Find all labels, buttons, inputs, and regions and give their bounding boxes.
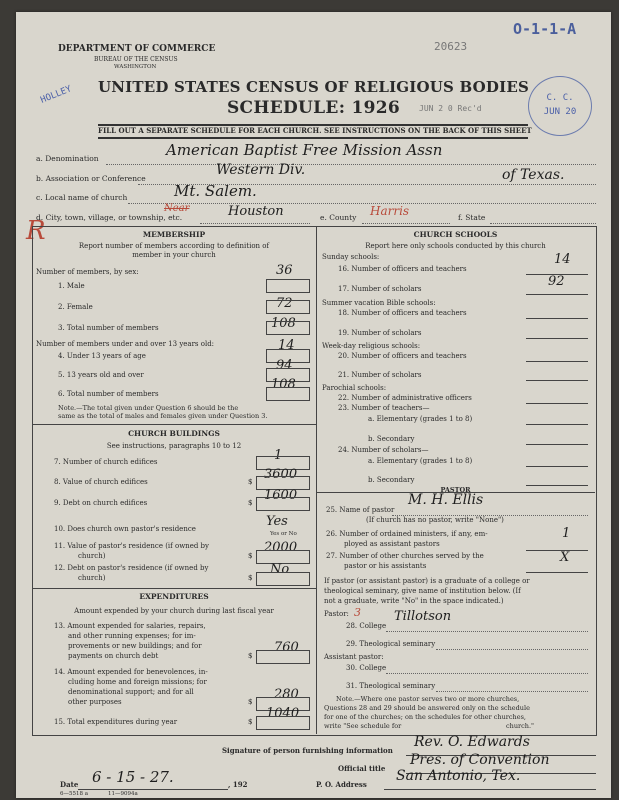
q9-dollar: $ [248, 499, 253, 507]
state-label: f. State [458, 213, 486, 222]
q29-label: 29. Theological seminary [346, 640, 436, 648]
q18-label: 18. Number of officers and teachers [338, 309, 467, 317]
po-address-value[interactable]: San Antonio, Tex. [396, 768, 521, 784]
q10-label: 10. Does church own pastor's residence [54, 525, 196, 533]
q17-value[interactable]: 92 [548, 274, 565, 289]
q1-value[interactable]: 36 [276, 263, 293, 278]
q20-label: 20. Number of officers and teachers [338, 352, 467, 360]
po-address-label: P. O. Address [316, 780, 367, 789]
file-code-stamp: O-1-1-A [513, 20, 577, 38]
q27-label-1: 27. Number of other churches served by the [326, 552, 484, 560]
q25-value[interactable]: M. H. Ellis [408, 492, 484, 508]
q14-line-4: other purposes [68, 698, 122, 706]
q15-dollar: $ [248, 718, 253, 726]
date-value[interactable]: 6 - 15 - 27. [92, 768, 174, 786]
q27-value[interactable]: X [560, 550, 570, 565]
q12-label-2: church) [78, 574, 106, 582]
q4-value[interactable]: 14 [278, 338, 295, 353]
q19-label: 19. Number of scholars [338, 329, 422, 337]
q9-value[interactable]: 1600 [264, 488, 298, 503]
association-value[interactable]: Western Div. [216, 162, 306, 178]
q6-box [266, 387, 310, 401]
cc-seal-date: JUN 20 [543, 107, 577, 117]
q1-label: 1. Male [58, 282, 85, 290]
q8-dollar: $ [248, 478, 253, 486]
q13-dollar: $ [248, 652, 253, 660]
q11-label-1: 11. Value of pastor's residence (if owned by [54, 542, 209, 550]
q25-note: (If church has no pastor, write "None") [366, 516, 504, 524]
date-label: Date [60, 780, 79, 789]
q17-label: 17. Number of scholars [338, 285, 422, 293]
city-label: d. City, town, village, or township, etc. [36, 213, 183, 222]
q6-value[interactable]: 108 [271, 377, 296, 392]
q14-value[interactable]: 280 [274, 687, 299, 702]
expenditures-sub: Amount expended by your church during last fiscal year [74, 607, 274, 615]
q14-dollar: $ [248, 698, 253, 706]
pastor-three-mark: 3 [354, 606, 361, 619]
header-rule-2 [98, 137, 528, 139]
census-schedule-sheet [16, 12, 611, 798]
page-title: UNITED STATES CENSUS OF RELIGIOUS BODIES [97, 78, 530, 96]
q14-line-2: cluding home and foreign missions; for [68, 678, 207, 686]
q15-label: 15. Total expenditures during year [54, 718, 178, 726]
membership-intro-2: member in your church [132, 251, 216, 259]
schools-heading: CHURCH SCHOOLS [413, 230, 498, 239]
membership-note-1: Note.—The total given under Question 6 should be the [58, 404, 239, 412]
q3-value[interactable]: 108 [271, 316, 296, 331]
q8-value[interactable]: 3600 [264, 467, 298, 482]
q24-label: 24. Number of scholars— [338, 446, 429, 454]
q23a-label: a. Elementary (grades 1 to 8) [368, 415, 473, 423]
q23-label: 23. Number of teachers— [338, 404, 430, 412]
membership-heading: MEMBERSHIP [142, 230, 206, 239]
q24b-label: b. Secondary [368, 476, 415, 484]
buildings-heading: CHURCH BUILDINGS [128, 429, 220, 438]
weekday-label: Week-day religious schools: [322, 342, 421, 350]
q6-label: 6. Total number of members [58, 390, 159, 398]
q25-label: 25. Name of pastor [326, 506, 395, 514]
q11-dollar: $ [248, 552, 253, 560]
membership-intro-1: Report number of members according to definition of [78, 242, 270, 250]
print-code-2: 11—9094a [108, 791, 138, 797]
county-value[interactable]: Harris [370, 204, 410, 218]
q2-label: 2. Female [58, 303, 93, 311]
buildings-sub: See instructions, paragraphs 10 to 12 [106, 442, 242, 450]
pastor-note-3: for one of the churches; on the schedules for other churches, [324, 713, 526, 721]
dept-name: DEPARTMENT OF COMMERCE [58, 44, 216, 54]
pastor-sub-label: Pastor: [324, 610, 349, 618]
graduate-line-2: theological seminary, give name of institution below. (If [324, 587, 521, 595]
q11-value[interactable]: 2000 [264, 540, 298, 555]
date-year: , 192 [228, 780, 248, 789]
q16-value[interactable]: 14 [554, 252, 571, 267]
q9-label: 9. Debt on church edifices [54, 499, 148, 507]
q13-line-1: 13. Amount expended for salaries, repairs, [54, 622, 206, 630]
age-head-label: Number of members under and over 13 years old: [36, 340, 215, 348]
q22-label: 22. Number of administrative officers [338, 394, 472, 402]
yes-no-hint: Yes or No [270, 531, 297, 537]
q8-label: 8. Value of church edifices [54, 478, 148, 486]
official-title-label: Official title [338, 764, 386, 773]
q28-value[interactable]: Tillotson [394, 609, 452, 624]
q13-line-3: provements or new buildings; and for [68, 642, 202, 650]
q14-line-1: 14. Amount expended for benevolences, in- [54, 668, 208, 676]
q28-label: 28. College [346, 622, 387, 630]
q12-dollar: $ [248, 574, 253, 582]
parochial-label: Parochial schools: [322, 384, 387, 392]
bureau-name: BUREAU OF THE CENSUS [94, 56, 178, 63]
by-sex-label: Number of members, by sex: [36, 268, 139, 276]
q13-line-4: payments on church debt [68, 652, 159, 660]
church-name-label: c. Local name of church [36, 193, 128, 202]
pastor-heading: PASTOR [440, 486, 471, 494]
church-name-value[interactable]: Mt. Salem. [174, 182, 257, 200]
city-struck-value: Near [164, 203, 190, 214]
q4-label: 4. Under 13 years of age [58, 352, 146, 360]
q27-label-2: pastor or his assistants [344, 562, 427, 570]
denomination-label: a. Denomination [36, 154, 99, 163]
official-title-value[interactable]: Pres. of Convention [410, 752, 550, 768]
print-code: 6—5518 a [60, 791, 89, 797]
bureau-city: WASHINGTON [114, 64, 157, 70]
pastor-note-2: Questions 28 and 29 should be answered only on the schedule [324, 704, 530, 712]
received-date-stamp: JUN 2 0 Rec'd [419, 104, 482, 113]
cc-seal-label: C. C. [546, 93, 574, 103]
q21-label: 21. Number of scholars [338, 371, 422, 379]
serial-number-stamp: 20623 [434, 40, 468, 53]
q5-label: 5. 13 years old and over [58, 371, 144, 379]
signature-label: Signature of person furnishing information [222, 746, 393, 755]
q2-value[interactable]: 72 [276, 296, 293, 311]
column-divider [316, 226, 317, 734]
association-label: b. Association or Conference [36, 174, 146, 183]
graduate-line-3: not a graduate, write "No" in the space indicated.) [324, 597, 504, 605]
q12-value[interactable]: No [270, 562, 290, 577]
q23b-label: b. Secondary [368, 435, 415, 443]
q3-box [266, 321, 310, 335]
q24a-label: a. Elementary (grades 1 to 8) [368, 457, 473, 465]
q10-value[interactable]: Yes [266, 514, 288, 529]
summer-label: Summer vacation Bible schools: [322, 299, 436, 307]
association-value-2[interactable]: of Texas. [502, 167, 565, 183]
schools-sub: Report here only schools conducted by this church [365, 242, 546, 250]
pastor-note-4b: church." [506, 722, 535, 730]
signature-value[interactable]: Rev. O. Edwards [414, 734, 530, 750]
holley-stamp: HOLLEY [39, 84, 74, 106]
q13-line-2: and other running expenses; for im- [68, 632, 196, 640]
q16-label: 16. Number of officers and teachers [338, 265, 467, 273]
q3-label: 3. Total number of members [58, 324, 159, 332]
q5-value[interactable]: 94 [276, 358, 293, 373]
q15-value[interactable]: 1040 [266, 706, 300, 721]
sunday-label: Sunday schools: [322, 253, 380, 261]
pastor-note-4: write "See schedule for [324, 722, 402, 730]
county-label: e. County [320, 213, 357, 222]
q26-label-1: 26. Number of ordained ministers, if any, em- [326, 530, 488, 538]
q7-value[interactable]: 1 [274, 448, 283, 463]
q26-label-2: ployed as assistant pastors [344, 540, 440, 548]
instruction-line: FILL OUT A SEPARATE SCHEDULE FOR EACH CHURCH. SEE INSTRUCTIONS ON THE BACK OF THIS SHEET [98, 126, 532, 135]
denomination-value[interactable]: American Baptist Free Mission Assn [166, 141, 443, 159]
q30-label: 30. College [346, 664, 387, 672]
q26-value[interactable]: 1 [562, 526, 571, 541]
q13-value[interactable]: 760 [274, 640, 299, 655]
expenditures-heading: EXPENDITURES [139, 592, 209, 601]
q12-label-1: 12. Debt on pastor's residence (if owned by [54, 564, 209, 572]
schedule-title: SCHEDULE: 1926 [226, 98, 400, 118]
assistant-label: Assistant pastor: [324, 653, 384, 661]
q31-label: 31. Theological seminary [346, 682, 436, 690]
q1-box [266, 279, 310, 293]
q7-label: 7. Number of church edifices [54, 458, 158, 466]
city-value[interactable]: Houston [228, 204, 284, 219]
q11-label-2: church) [78, 552, 106, 560]
q2-box [266, 300, 310, 314]
pastor-note-1: Note.—Where one pastor serves two or more churches, [336, 695, 520, 703]
red-r-mark: R [26, 216, 46, 246]
graduate-line-1: If pastor (or assistant pastor) is a graduate of a college or [324, 577, 530, 585]
q14-line-3: denominational support; and for all [68, 688, 194, 696]
membership-note-2: same as the total of males and females given under Question 3. [58, 412, 268, 420]
